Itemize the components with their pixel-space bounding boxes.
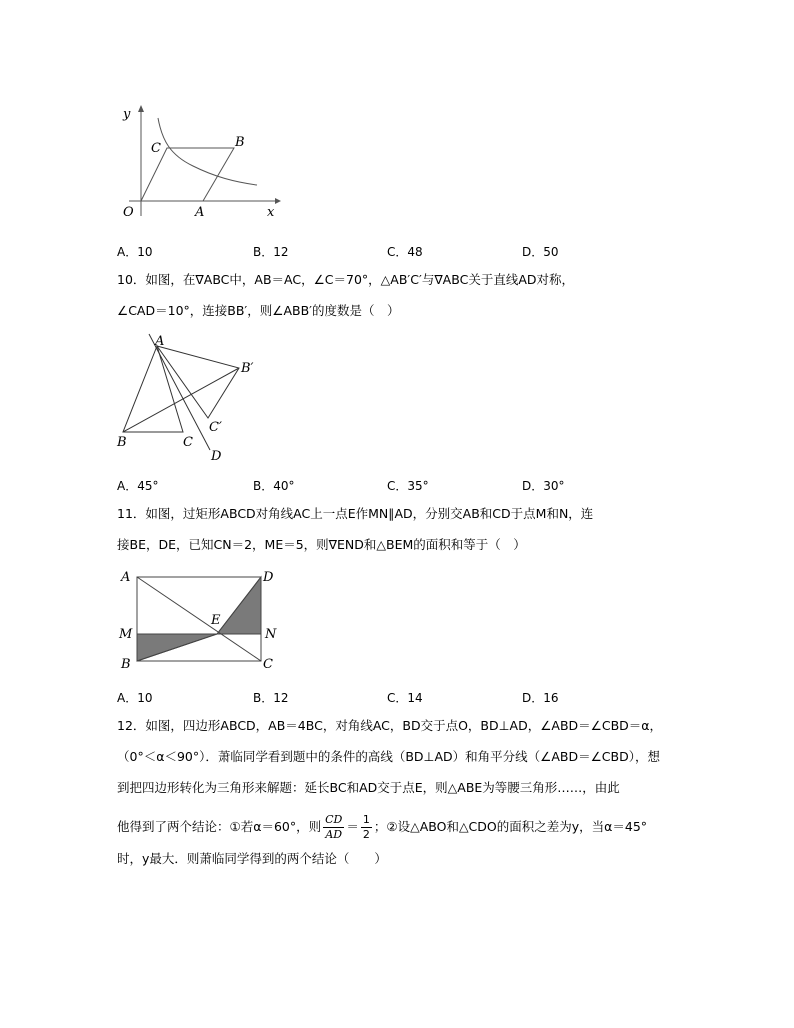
q9-figure	[115, 100, 290, 225]
q12-stem-line4	[117, 812, 647, 842]
q11-option-a: A．10	[117, 691, 153, 705]
q10-label-B1: B′	[241, 361, 254, 376]
q12-fraction-half	[361, 813, 372, 842]
q9-label-B: B	[235, 135, 245, 150]
q10-triangle-abc	[123, 346, 183, 432]
q9-label-y: y	[123, 107, 131, 122]
q11-label-B: B	[121, 657, 131, 672]
q12-stem-line2: （0°＜α＜90°）．萧临同学看到题中的条件的高线（BD⊥AD）和角平分线（∠ABD＝∠CBD），想	[117, 749, 660, 764]
q10-option-a: A．45°	[117, 479, 159, 493]
q12-stem-line3: 到把四边形转化为三角形来解题：延长BC和AD交于点E，则△ABE为等腰三角形……，由此	[117, 780, 620, 795]
q12-fraction-cd-ad	[323, 813, 344, 842]
q10-option-b: B．40°	[253, 479, 295, 493]
q12-line4-part-b: ＝	[346, 819, 359, 834]
q10-stem-line1: 10．如图，在∇ABC中，AB＝AC，∠C＝70°，△AB′C′与∇ABC关于直线AD对称，	[117, 272, 574, 287]
q9-y-arrow	[138, 105, 144, 112]
q10-triangle-ab1c1	[157, 346, 239, 418]
q11-label-D: D	[263, 570, 274, 585]
q12-line4-part-c: ；②设△ABO和△CDO的面积之差为y，当α＝45°	[373, 819, 648, 834]
q11-stem-line2: 接BE，DE，已知CN＝2，ME＝5，则∇END和△BEM的面积和等于（ ）	[117, 537, 526, 552]
q9-label-A: A	[195, 205, 205, 220]
q11-stem-line1: 11．如图，过矩形ABCD对角线AC上一点E作MN∥AD，分别交AB和CD于点M和N，连	[117, 506, 594, 521]
q10-label-B: B	[117, 435, 127, 450]
q11-option-d: D．16	[522, 691, 559, 705]
q11-option-c: C．14	[387, 691, 423, 705]
q11-label-C: C	[263, 657, 273, 672]
q10-label-C: C	[183, 435, 193, 450]
q9-option-d: D．50	[522, 245, 559, 259]
q12-frac2-numerator: 1	[362, 813, 370, 826]
q9-label-x: x	[267, 205, 275, 220]
q10-option-d: D．30°	[522, 479, 565, 493]
q10-figure	[113, 332, 273, 465]
q12-line4-part-a: 他得到了两个结论：①若α＝60°，则	[117, 819, 322, 834]
q9-option-c: C．48	[387, 245, 423, 259]
q10-label-C1: C′	[209, 420, 222, 435]
q11-label-M: M	[119, 627, 133, 642]
q9-label-O: O	[123, 205, 134, 220]
q11-label-N: N	[265, 627, 277, 642]
q12-stem-line1: 12．如图，四边形ABCD，AB＝4BC，对角线AC，BD交于点O，BD⊥AD，∠ABD＝∠CBD＝α，	[117, 718, 663, 733]
q9-hyperbola-curve	[158, 118, 257, 185]
q10-option-c: C．35°	[387, 479, 429, 493]
q12-stem-line5: 时，y最大．则萧临同学得到的两个结论（ ）	[117, 851, 387, 866]
q12-frac1-denominator: AD	[325, 828, 343, 841]
q10-line-ad	[149, 334, 210, 450]
q9-label-C: C	[151, 141, 161, 156]
q11-figure	[117, 566, 282, 676]
q9-x-arrow	[275, 198, 281, 204]
q9-option-a: A．10	[117, 245, 153, 259]
q10-label-A: A	[155, 334, 165, 349]
q10-stem-line2: ∠CAD＝10°，连接BB′，则∠ABB′的度数是（ ）	[117, 303, 400, 318]
q12-frac1-numerator: CD	[325, 813, 343, 826]
q10-label-D: D	[211, 449, 222, 464]
q11-label-E: E	[211, 613, 221, 628]
q12-frac2-denominator: 2	[362, 828, 370, 841]
q9-option-b: B．12	[253, 245, 289, 259]
q11-label-A: A	[121, 570, 131, 585]
q11-option-b: B．12	[253, 691, 289, 705]
